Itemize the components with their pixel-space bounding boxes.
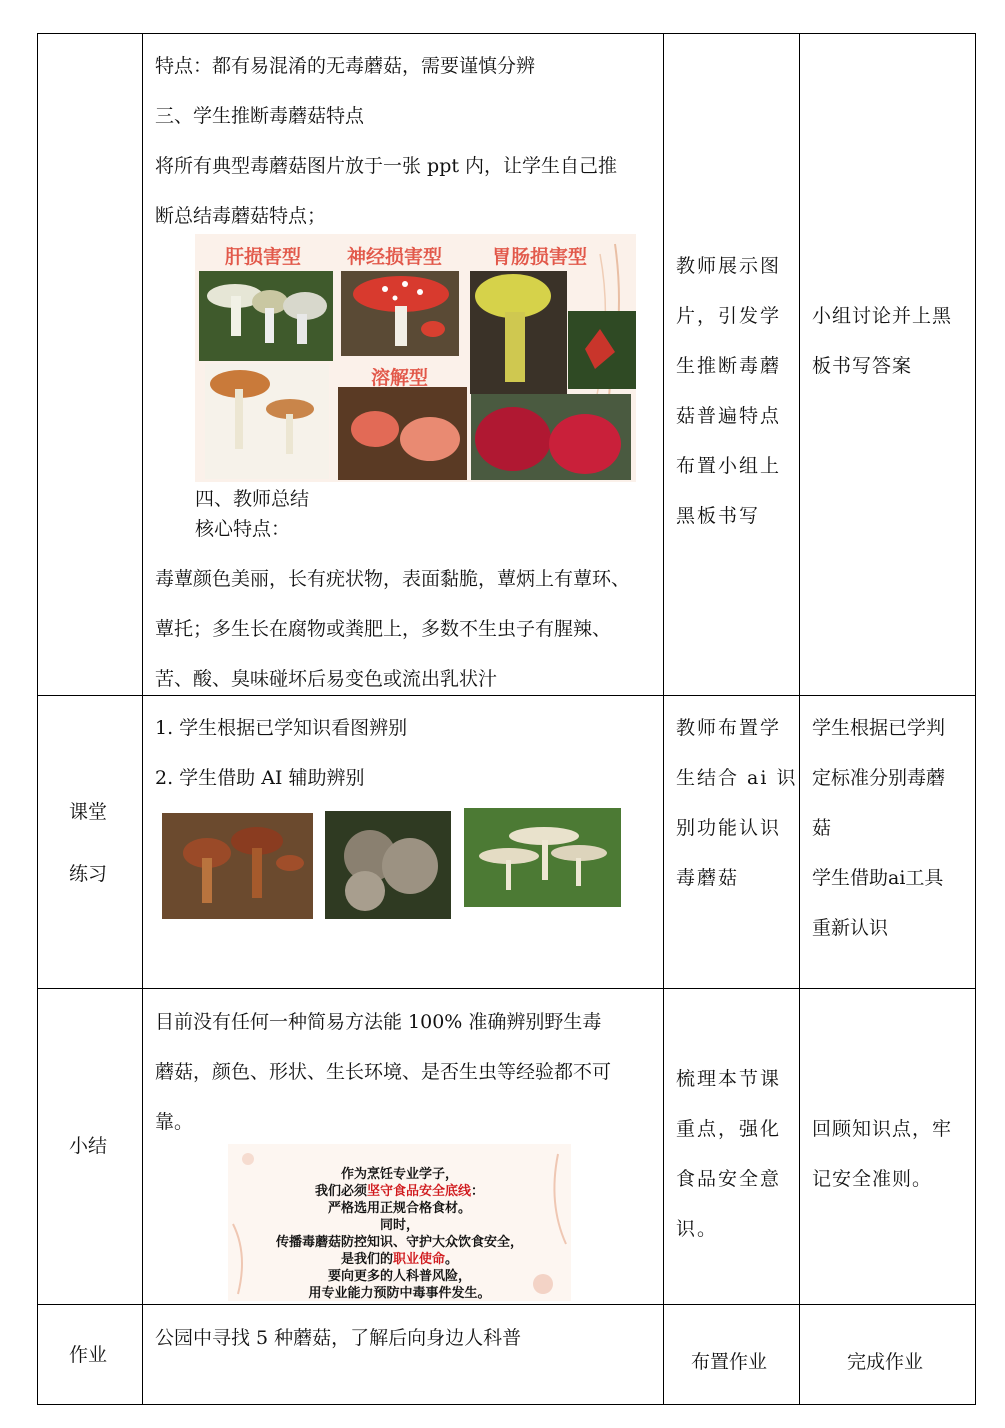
row-label: 小结 <box>69 1135 108 1157</box>
student-activity: 记安全准则。 <box>812 1168 933 1190</box>
content-text: 1. 学生根据已学知识看图辨别 <box>155 717 408 739</box>
student-activity: 重新认识 <box>812 917 889 939</box>
figure-label-gastro: 胃肠损害型 <box>492 246 588 268</box>
row-label: 课堂 <box>69 801 108 823</box>
content-text: 目前没有任何一种简易方法能 100% 准确辨别野生毒 <box>155 1011 602 1033</box>
table-border-left <box>37 33 38 1405</box>
row-label: 练习 <box>69 863 108 885</box>
content-text: 断总结毒蘑菇特点； <box>155 205 327 227</box>
safety-poster <box>228 1144 571 1301</box>
table-border-right <box>975 33 976 1405</box>
poster-text: 作为烹饪专业学子， 我们必须坚守食品安全底线： 严格选用正规合格食材。 同时， 传播毒蘑菇防控知识、守护大众饮食安全， 是我们的职业使命。 要向更多的人科普风险， 用专业能力预防中毒事件发生。 <box>275 1167 523 1301</box>
row-label: 作业 <box>69 1344 108 1366</box>
figure-label-neuro: 神经损害型 <box>347 246 443 268</box>
teacher-activity: 菇普遍特点 <box>676 405 782 427</box>
row-divider-1 <box>37 695 976 696</box>
teacher-activity: 重点，强化 <box>676 1118 782 1140</box>
teacher-activity: 识。 <box>676 1218 719 1240</box>
col-divider-1 <box>142 33 143 1405</box>
student-activity: 学生根据已学判 <box>812 717 946 739</box>
teacher-activity: 梳理本节课 <box>676 1068 782 1090</box>
student-activity: 小组讨论并上黑 <box>812 305 953 327</box>
student-activity: 完成作业 <box>847 1351 924 1373</box>
col-divider-2 <box>663 33 664 1405</box>
content-text: 核心特点： <box>195 518 291 540</box>
row-divider-3 <box>37 1304 976 1305</box>
content-text: 特点：都有易混淆的无毒蘑菇，需要谨慎分辨 <box>155 55 536 77</box>
content-text: 公园中寻找 5 种蘑菇，了解后向身边人科普 <box>155 1327 522 1349</box>
figure-label-liver: 肝损害型 <box>225 246 302 268</box>
figure-label-lysis: 溶解型 <box>371 367 429 389</box>
content-text: 苦、酸、臭味碰坏后易变色或流出乳状汁 <box>155 668 498 690</box>
student-activity: 菇 <box>812 817 832 839</box>
table-border-bottom <box>37 1404 976 1405</box>
section-heading: 四、教师总结 <box>195 488 310 510</box>
table-border-top <box>37 33 976 34</box>
content-text: 靠。 <box>155 1111 194 1133</box>
teacher-activity: 毒蘑菇 <box>676 867 740 889</box>
teacher-activity: 别功能认识 <box>676 817 782 839</box>
teacher-activity: 食品安全意 <box>676 1168 782 1190</box>
poison-mushroom-figure <box>195 234 636 482</box>
student-activity: 板书写答案 <box>812 355 913 377</box>
teacher-activity: 教师展示图 <box>676 255 782 277</box>
teacher-activity: 布置小组上 <box>676 455 782 477</box>
teacher-activity: 生结合 ai 识 <box>676 767 798 789</box>
student-activity: 定标准分别毒蘑 <box>812 767 946 789</box>
mushroom-photo-2 <box>325 811 451 919</box>
figure-background <box>195 234 636 482</box>
mushroom-photo-1 <box>162 813 313 919</box>
teacher-activity: 片，引发学 <box>676 305 782 327</box>
section-heading: 三、学生推断毒蘑菇特点 <box>155 105 365 127</box>
teacher-activity: 教师布置学 <box>676 717 782 739</box>
content-text: 2. 学生借助 AI 辅助辨别 <box>155 767 365 789</box>
student-activity: 回顾知识点，牢 <box>812 1118 953 1140</box>
content-text: 蘑菇，颜色、形状、生长环境、是否生虫等经验都不可 <box>155 1061 612 1083</box>
col-divider-3 <box>799 33 800 1405</box>
content-text: 毒蕈颜色美丽，长有疣状物，表面黏脆，蕈炳上有蕈环、 <box>155 568 631 590</box>
content-text: 蕈托；多生长在腐物或粪肥上，多数不生虫子有腥辣、 <box>155 618 612 640</box>
teacher-activity: 黑板书写 <box>676 505 761 527</box>
teacher-activity: 布置作业 <box>691 1351 768 1373</box>
content-text: 将所有典型毒蘑菇图片放于一张 ppt 内，让学生自己推 <box>155 155 618 177</box>
mushroom-photo-3 <box>464 808 621 907</box>
row-divider-2 <box>37 988 976 989</box>
student-activity: 学生借助ai工具 <box>812 867 944 889</box>
teacher-activity: 生推断毒蘑 <box>676 355 782 377</box>
